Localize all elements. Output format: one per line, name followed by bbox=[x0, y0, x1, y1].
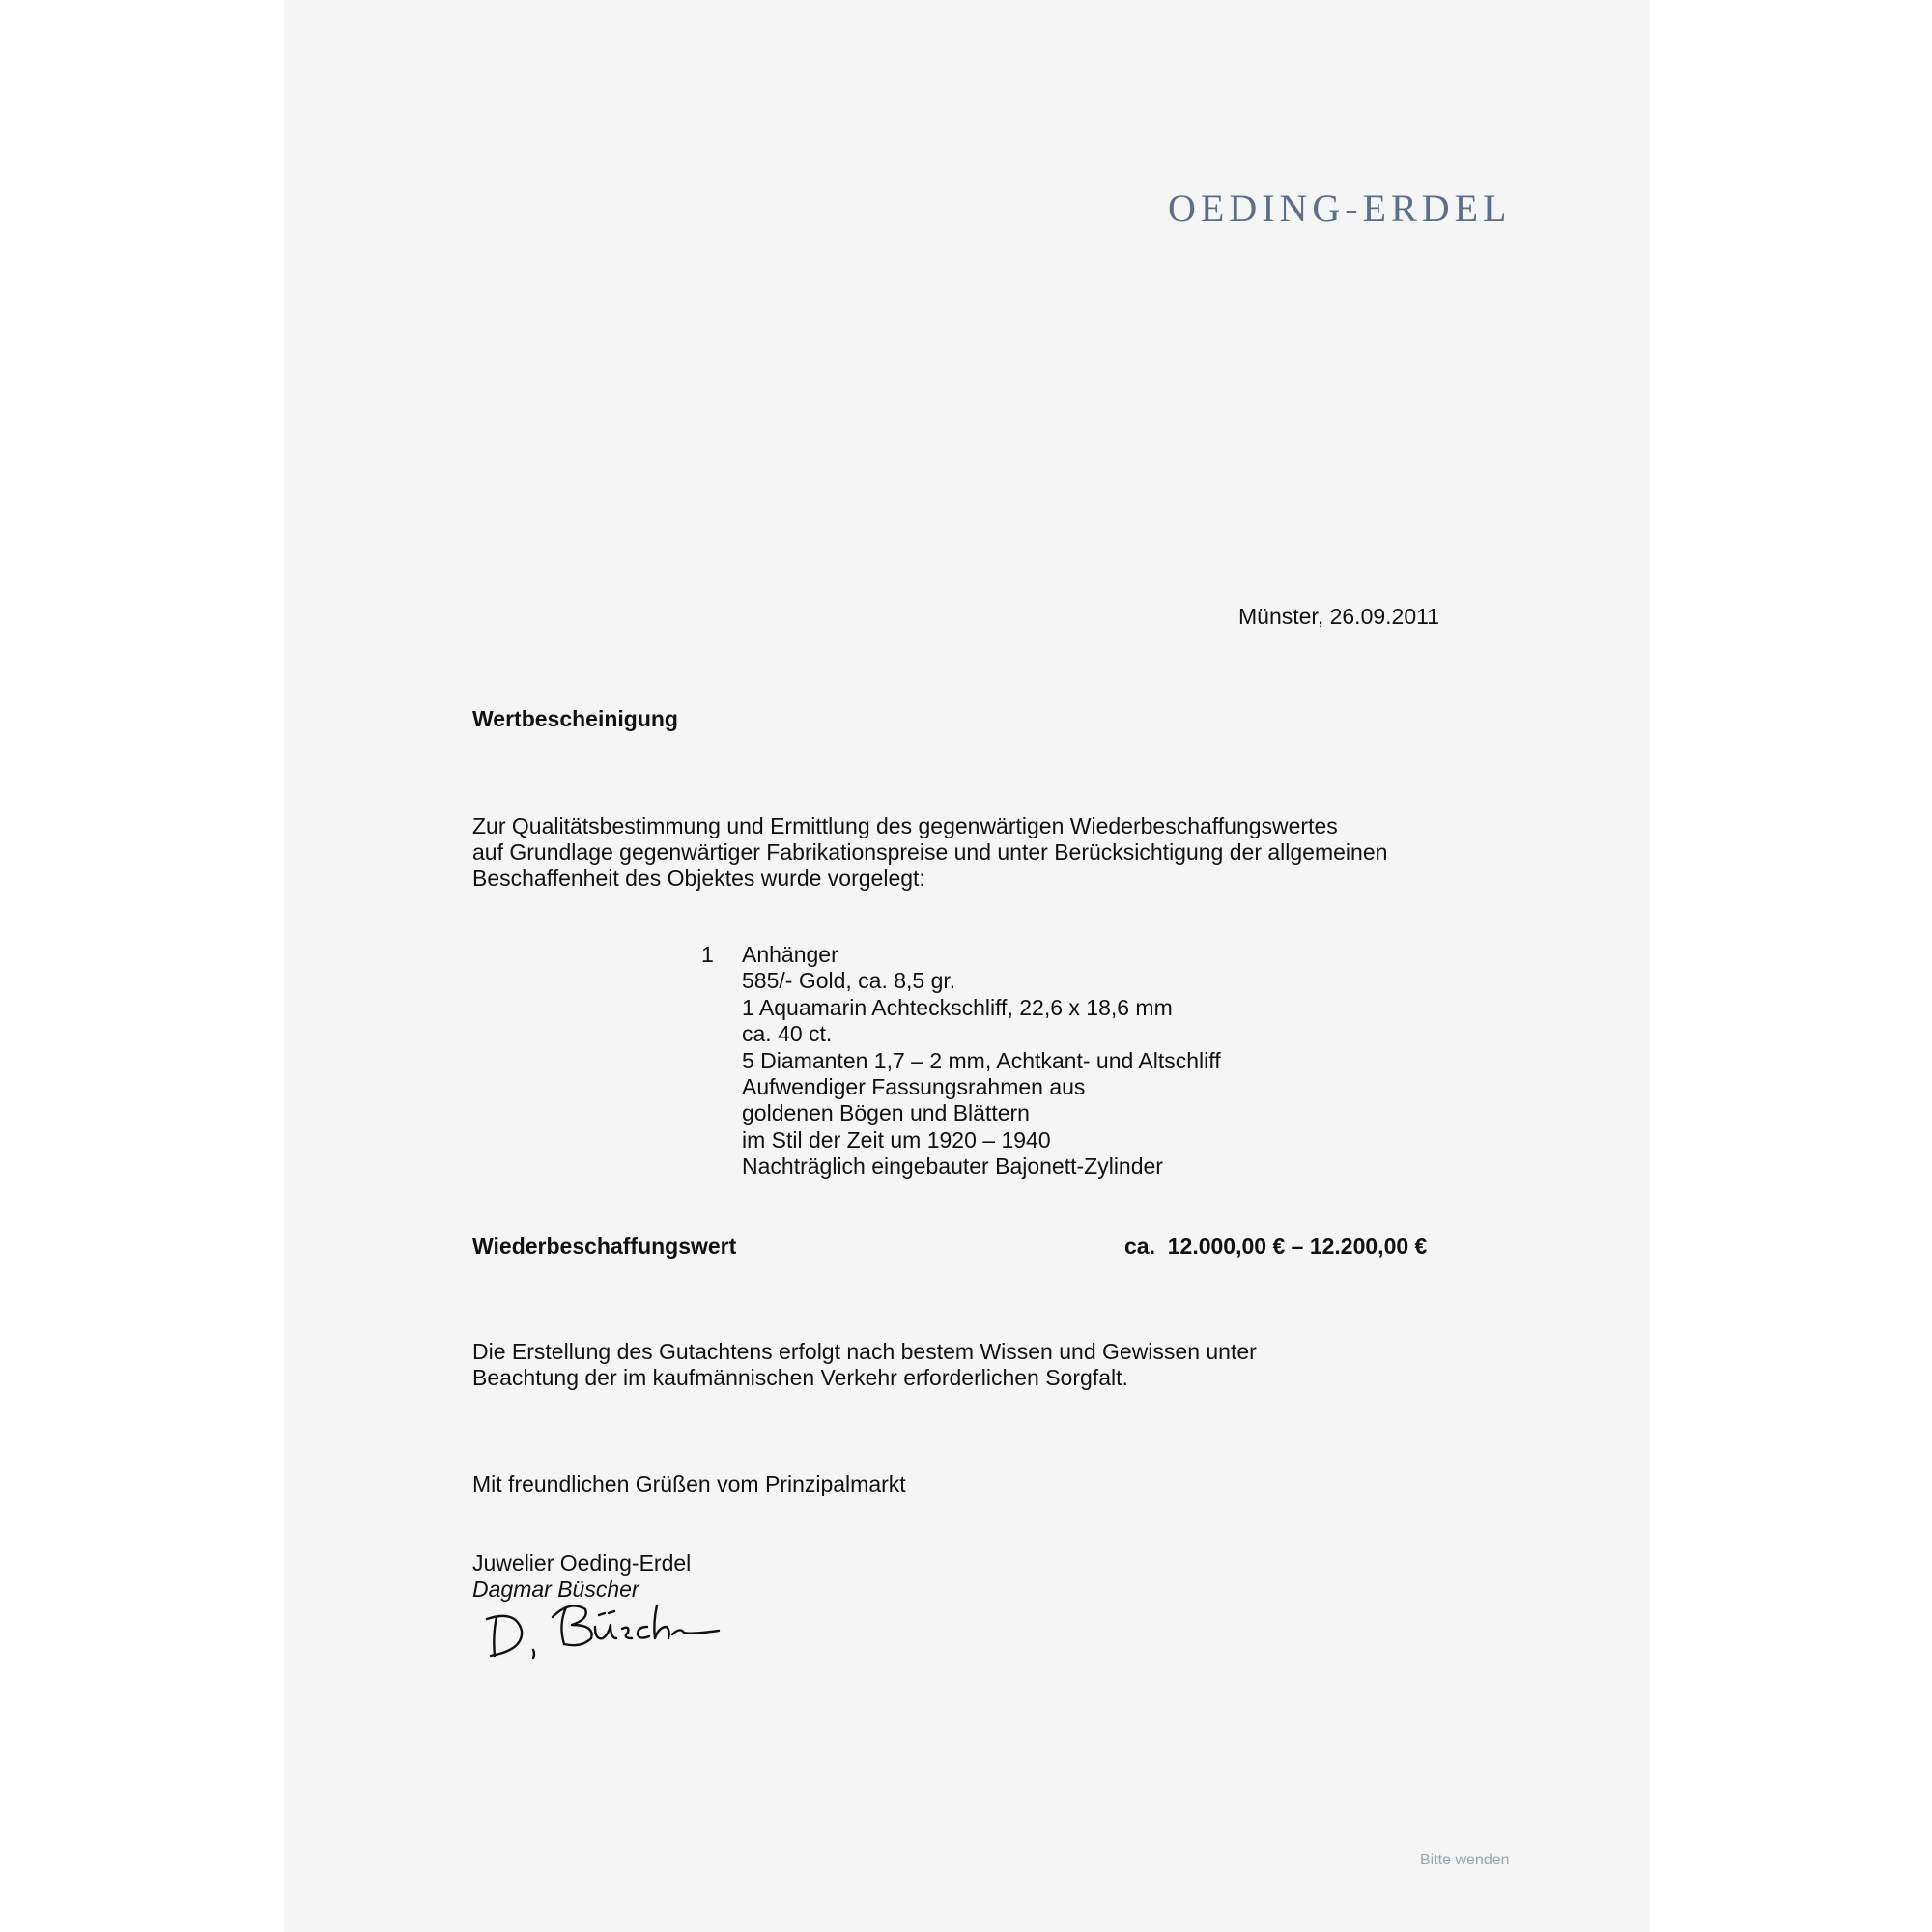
document-title: Wertbescheinigung bbox=[472, 706, 678, 731]
date-line: Münster, 26.09.2011 bbox=[1238, 604, 1439, 629]
item-line: ca. 40 ct. bbox=[742, 1021, 833, 1047]
letterhead-logo: OEDING-ERDEL bbox=[1168, 186, 1512, 230]
item-line: Aufwendiger Fassungsrahmen aus bbox=[742, 1074, 1086, 1100]
item-line: 1 Aquamarin Achteckschliff, 22,6 x 18,6 mm bbox=[742, 994, 1173, 1020]
intro-line: Zur Qualitätsbestimmung und Ermittlung des gegenwärtigen Wiederbeschaffungswertes bbox=[472, 813, 1338, 838]
greeting: Mit freundlichen Grüßen vom Prinzipalmarkt bbox=[472, 1471, 906, 1496]
footer-note: Bitte wenden bbox=[1420, 1852, 1510, 1868]
value-label: Wiederbeschaffungswert bbox=[472, 1234, 737, 1259]
item-line: Nachträglich eingebauter Bajonett-Zylinder bbox=[742, 1153, 1163, 1179]
closing-line: Beachtung der im kaufmännischen Verkehr erforderlichen Sorgfalt. bbox=[472, 1365, 1128, 1390]
item-line: Anhänger bbox=[742, 942, 838, 967]
handwritten-signature bbox=[477, 1596, 728, 1663]
item-description bbox=[742, 942, 1221, 1180]
intro-line: Beschaffenheit des Objektes wurde vorgelegt: bbox=[472, 866, 925, 891]
item-line: 585/- Gold, ca. 8,5 gr. bbox=[742, 968, 956, 994]
item-line: 5 Diamanten 1,7 – 2 mm, Achtkant- und Altschliff bbox=[742, 1047, 1221, 1073]
signature-name: Dagmar Büscher bbox=[472, 1577, 639, 1602]
signature-company: Juwelier Oeding-Erdel bbox=[472, 1550, 692, 1576]
closing-line: Die Erstellung des Gutachtens erfolgt nach bestem Wissen und Gewissen unter bbox=[472, 1339, 1257, 1364]
intro-line: auf Grundlage gegenwärtiger Fabrikationspreise und unter Berücksichtigung der allgemeinen bbox=[472, 839, 1388, 865]
item-quantity: 1 bbox=[701, 942, 714, 967]
value-amount: ca. 12.000,00 € – 12.200,00 € bbox=[1124, 1234, 1428, 1259]
document-page bbox=[284, 0, 1650, 1932]
item-line: goldenen Bögen und Blättern bbox=[742, 1100, 1030, 1126]
item-line: im Stil der Zeit um 1920 – 1940 bbox=[742, 1126, 1051, 1152]
